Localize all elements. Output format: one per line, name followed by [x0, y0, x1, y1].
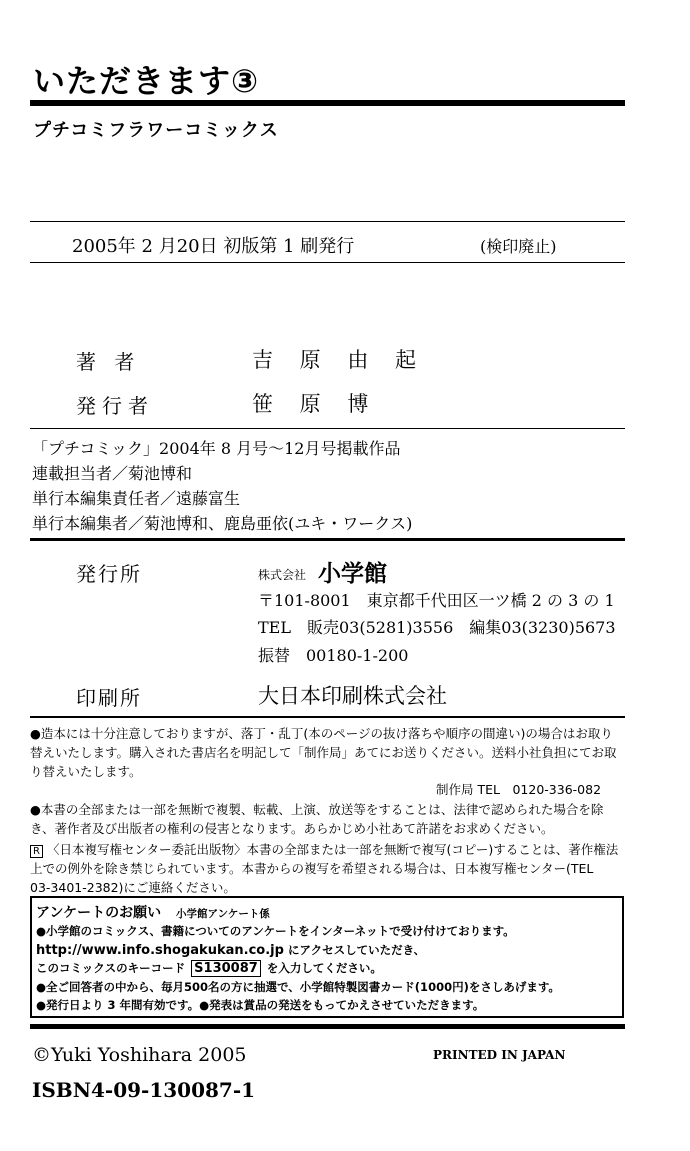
publisher-person-name: 笹 原 博	[252, 392, 379, 416]
divider	[30, 262, 625, 263]
printer-label: 印刷所	[76, 686, 142, 710]
publisher-furikae: 振替 00180-1-200	[258, 646, 409, 665]
page-title: いただきます③	[33, 62, 260, 100]
survey-url-suffix: にアクセスしていただき、	[287, 943, 426, 957]
survey-line: ●発行日より 3 年間有効です。●発表は賞品の発送をもってかえさせていただきます。	[36, 998, 485, 1012]
survey-code-prefix: このコミックスのキーコード	[36, 961, 186, 975]
survey-key-code: S130087	[191, 960, 261, 977]
survey-code-suffix: を入力してください。	[266, 961, 382, 975]
isbn: ISBN4-09-130087-1	[32, 1078, 256, 1102]
survey-code-line	[36, 960, 382, 977]
series-name: プチコミフラワーコミックス	[33, 120, 279, 141]
survey-url[interactable]: http://www.info.shogakukan.co.jp	[36, 943, 284, 958]
divider	[30, 538, 625, 541]
author-label: 著 者	[76, 350, 141, 374]
notice-defects: ●造本には十分注意しておりますが、落丁・乱丁(本のページの抜け落ちや順序の間違い)の場合はお取り替えいたします。購入された書店名を明記して「制作局」あてにお送りください。送料小社負担にてお取り替えいたします。	[30, 726, 617, 779]
survey-heading	[36, 902, 270, 922]
publication-date: 2005年 2 月20日 初版第 1 刷発行	[72, 236, 355, 257]
publisher-kabushiki: 株式会社	[258, 568, 307, 582]
survey-dept: 小学館アンケート係	[176, 908, 270, 920]
survey-line: ●小学館のコミックス、書籍についてのアンケートをインターネットで受け付けております。	[36, 924, 515, 938]
survey-url-line	[36, 942, 425, 958]
credit-line: 「プチコミック」2004年 8 月号～12月号掲載作品	[32, 439, 401, 458]
notice-jrrc	[30, 840, 625, 897]
survey-heading-text: アンケートのお願い	[36, 905, 162, 921]
copyright: ©Yuki Yoshihara 2005	[32, 1044, 247, 1066]
printed-in: PRINTED IN JAPAN	[433, 1048, 566, 1062]
publisher-label: 発行所	[76, 562, 142, 586]
title-rule	[30, 100, 625, 106]
divider	[30, 428, 625, 429]
notice-contact: 制作局 TEL 0120-336-082	[436, 782, 602, 797]
divider	[30, 1024, 625, 1029]
divider	[30, 221, 625, 222]
publisher-address: 〒101-8001 東京都千代田区一ツ橋 2 の 3 の 1	[258, 591, 615, 610]
credit-line: 単行本編集者／菊池博和、鹿島亜依(ユキ・ワークス)	[32, 514, 413, 533]
survey-box	[30, 896, 624, 1018]
publisher-name: 小学館	[318, 560, 387, 587]
no-seal-note: (検印廃止)	[480, 237, 557, 256]
credit-line: 単行本編集責任者／遠藤富生	[32, 489, 241, 508]
divider	[30, 716, 625, 718]
credit-line: 連載担当者／菊池博和	[32, 464, 193, 483]
survey-line: ●全ご回答者の中から、毎月500名の方に抽選で、小学館特製図書カード(1000円)をさしあげます。	[36, 980, 560, 994]
notice-jrrc-text: 〈日本複写権センター委託出版物〉本書の全部または一部を無断で複写(コピー)することは、著作権法上での例外を除き禁じられています。本書からの複写を希望される場合は、日本複写権センター(TEL 03-3401-2382)にご連絡ください。	[30, 842, 619, 895]
publisher-person-label: 発行者	[76, 394, 154, 418]
publisher-tel: TEL 販売03(5281)3556 編集03(3230)5673	[258, 618, 616, 637]
printer-name: 大日本印刷株式会社	[258, 684, 447, 708]
notice-copyright: ●本書の全部または一部を無断で複製、転載、上演、放送等をすることは、法律で認められた場合を除き、著作者及び出版者の権利の侵害となります。あらかじめ小社あて許諾をお求めください。	[30, 802, 604, 836]
registered-mark-icon: R	[30, 845, 43, 858]
author-name: 吉 原 由 起	[252, 348, 427, 372]
